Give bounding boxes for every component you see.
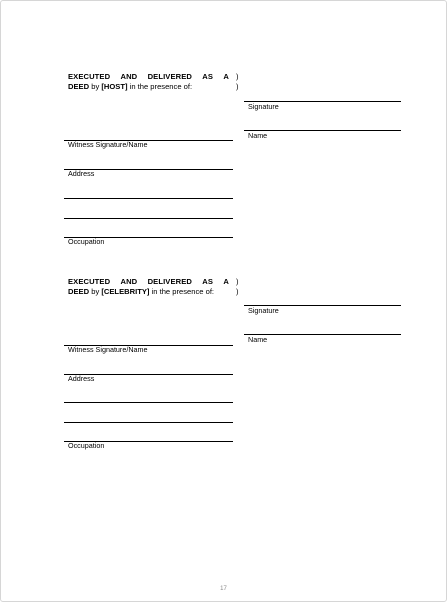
witness-label: Witness Signature/Name [68,345,148,354]
word-executed: EXECUTED [68,72,111,81]
execution-heading [68,277,229,287]
address-line-3[interactable] [64,422,233,423]
word-and: AND [120,72,138,81]
execution-clause [68,72,243,91]
deed-line [68,82,243,92]
address-line-2[interactable] [64,402,233,403]
name-label: Name [248,335,268,344]
address-line-3[interactable] [64,218,233,219]
signature-label: Signature [248,102,279,111]
word-as: AS [202,72,214,81]
word-delivered: DELIVERED [147,72,192,81]
word-delivered: DELIVERED [147,277,192,286]
party-name: [HOST] [101,81,128,91]
word-deed: DEED [68,286,90,296]
execution-clause [68,277,243,296]
word-by: by [89,81,102,91]
word-deed: DEED [68,81,90,91]
name-label: Name [248,131,268,140]
name-line[interactable] [244,130,401,131]
page-number: 17 [220,586,227,592]
signature-label: Signature [248,306,279,315]
witness-label: Witness Signature/Name [68,140,148,149]
word-as: AS [202,277,214,286]
name-line[interactable] [244,334,401,335]
bracket-bottom: ) [236,82,239,91]
occupation-label: Occupation [68,441,105,450]
address-label: Address [68,374,95,383]
word-executed: EXECUTED [68,277,111,286]
occupation-label: Occupation [68,237,105,246]
bracket-top: ) [236,72,239,81]
bracket-bottom: ) [236,287,239,296]
word-and: AND [120,277,138,286]
party-name: [CELEBRITY] [101,286,150,296]
word-a: A [223,72,229,81]
bracket-top: ) [236,277,239,286]
execution-heading [68,72,229,82]
address-line-2[interactable] [64,198,233,199]
word-by: by [89,286,102,296]
presence-text: in the presence of: [127,81,193,91]
address-label: Address [68,169,95,178]
word-a: A [223,277,229,286]
presence-text: in the presence of: [149,286,215,296]
deed-line [68,287,243,297]
